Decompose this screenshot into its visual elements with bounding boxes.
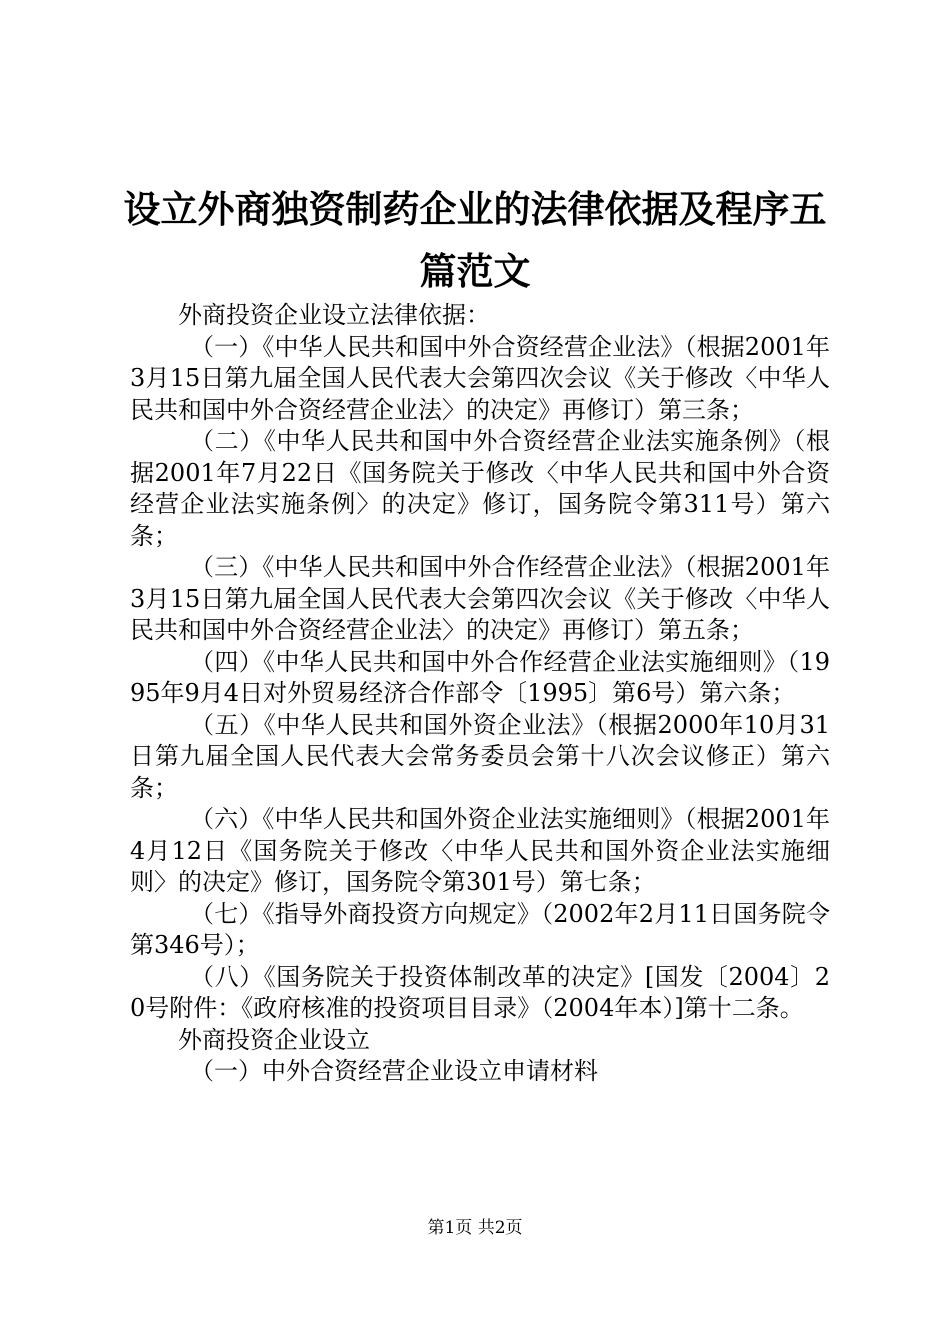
paragraph: （六）《中华人民共和国外资企业法实施细则》（根据2001年4月12日《国务院关于修改〈中华人民共和国外资企业法实施细则〉的决定》修订，国务院令第301号）第七条；: [130, 805, 830, 896]
section-heading: 外商投资企业设立: [178, 1025, 370, 1054]
document-title: 设立外商独资制药企业的法律依据及程序五篇范文: [123, 187, 827, 293]
page-footer: 第1页 共2页: [427, 1218, 523, 1238]
paragraph: （二）《中华人民共和国中外合资经营企业法实施条例》（根据2001年7月22日《国务院关于修改〈中华人民共和国中外合资经营企业法实施条例〉的决定》修订，国务院令第311号）第六条；: [130, 427, 830, 550]
paragraph: （八）《国务院关于投资体制改革的决定》[国发〔2004〕20号附件：《政府核准的投资项目目录》（2004年本）]第十二条。: [130, 962, 830, 1022]
paragraph: 外商投资企业设立法律依据：: [178, 301, 490, 329]
paragraph: （五）《中华人民共和国外资企业法》（根据2000年10月31日第九届全国人民代表大会常务委员会第十八次会议修正）第六条；: [130, 710, 830, 802]
paragraph: （七）《指导外商投资方向规定》（2002年2月11日国务院令第346号）；: [130, 899, 830, 959]
paragraph: （四）《中华人民共和国中外合作经营企业法实施细则》（1995年9月4日对外贸易经济合作部令〔1995〕第6号）第六条；: [130, 647, 830, 707]
paragraph: （一）《中华人民共和国中外合资经营企业法》（根据2001年3月15日第九届全国人民代表大会第四次会议《关于修改〈中华人民共和国中外合资经营企业法〉的决定》再修订）第三条；: [130, 332, 830, 424]
subsection-heading: （一）中外合资经营企业设立申请材料: [190, 1057, 598, 1085]
document-body: [130, 300, 830, 1088]
paragraph: （三）《中华人民共和国中外合作经营企业法》（根据2001年3月15日第九届全国人民代表大会第四次会议《关于修改〈中华人民共和国中外合资经营企业法〉的决定》再修订）第五条；: [130, 553, 830, 644]
